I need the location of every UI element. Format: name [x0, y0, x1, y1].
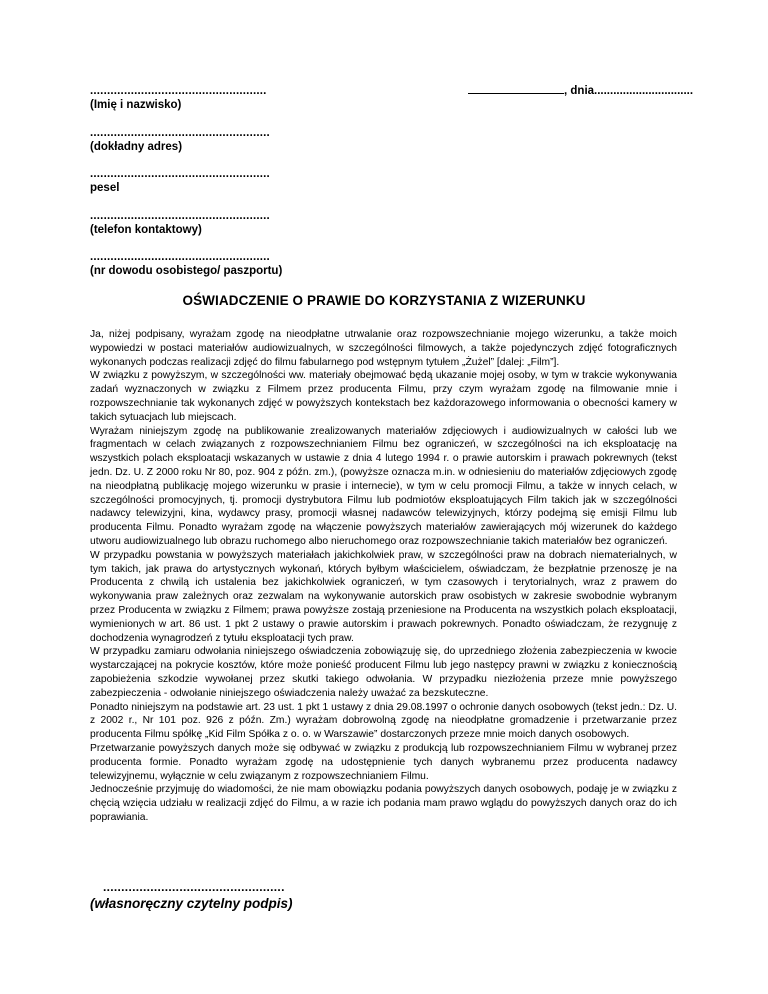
place-date-line	[468, 84, 694, 98]
signature-block	[90, 880, 350, 912]
paragraph: W przypadku zamiaru odwołania niniejszego oświadczenia zobowiązuję się, do uprzedniego złożenia zabezpieczenia w kwocie wystarczającej na pokrycie kosztów, które może ponieść producent Filmu lub jego następcy prawni w związku z koniecznością zapobieżenia szkodzie wywołanej przez skutki takiego odwołania. W przypadku niezłożenia przeze mnie powyższego zabezpieczenia - odwołanie niniejszego oświadczenia należy uważać za bezskuteczne.	[90, 646, 677, 699]
declaration-body	[90, 328, 677, 825]
phone-dots: .....................................................	[90, 209, 270, 222]
paragraph: Ponadto niniejszym na podstawie art. 23 ust. 1 pkt 1 ustawy z dnia 29.08.1997 o ochronie danych osobowych (tekst jedn.: Dz. U. z 2002 r., Nr 101 poz. 926 z późn. Zm.) wyrażam dobrowolną zgodę na nieodpłatne gromadzenie i przetwarzanie przez producenta Filmu spółkę „Kid Film Spółka z o. o. w Warszawie” dostarczonych przeze mnie moich danych osobowych.	[90, 701, 677, 741]
signature-label: (własnoręczny czytelny podpis)	[90, 896, 293, 911]
address-field	[90, 126, 410, 168]
paragraph: Jednocześnie przyjmuję do wiadomości, że nie mam obowiązku podania powyższych danych osobowych, podaję je w związku z chęcią wzięcia udziału w realizacji zdjęć do Filmu, a w razie ich podania mam prawo wglądu do powyższych danych oraz do ich poprawiania.	[90, 784, 677, 823]
paragraph: Wyrażam niniejszym zgodę na publikowanie zrealizowanych materiałów zdjęciowych i audiowizualnych w całości lub we fragmentach w celach związanych z rozpowszechnianiem Filmu bez ograniczeń, w szczególności na ich eksploatację na wszystkich polach eksploatacji wskazanych w ustawie z dnia 4 lutego 1994 r. o prawie autorskim i prawach pokrewnych (tekst jedn. Dz. U. Z 2000 roku Nr 80, poz. 904 z późn. zm.), (powyższe oznacza m.in. w odniesieniu do materiałów zdjęciowych zgodę na nieodpłatną publikację mojego wizerunku w prasie i internecie), w tym w celu promocji Filmu, a także w innych celach, w szczególności promocyjnych, tj. promocji dystrybutora Filmu lub podmiotów eksploatujących Film takich jak w szczególności nadawcy telewizyjni, kina, wydawcy prasy, promocji własnej nadawców telewizyjnych, którzy podejmą się emisji Filmu lub producenta Filmu. Ponadto wyrażam zgodę na włączenie powyższych materiałów zawierających mój wizerunek do każdego utworu audiowizualnego lub obrazu ruchomego albo nieruchomego oraz rozpowszechnianie takich materiałów bez ograniczeń.	[90, 425, 677, 547]
name-field	[90, 84, 410, 126]
personal-data-fields	[90, 84, 410, 292]
name-dots: ....................................................	[90, 85, 267, 97]
document-title: OŚWIADCZENIE O PRAWIE DO KORZYSTANIA Z WIZERUNKU	[182, 293, 586, 308]
address-dots: .....................................................	[90, 126, 270, 139]
place-blank	[468, 84, 564, 94]
signature-dots: ..................................................	[103, 880, 285, 894]
pesel-label: pesel	[90, 182, 120, 194]
paragraph: Przetwarzanie powyższych danych może się odbywać w związku z produkcją lub rozpowszechnianiem Filmu w wybranej przez producenta formie. Ponadto wyrażam zgodę na udostępnienie tych danych wybranemu przez producenta nadawcy telewizyjnemu, wyłącznie w celu związanym z rozpowszechnianiem Filmu.	[90, 742, 677, 782]
name-label: (Imię i nazwisko)	[90, 99, 182, 111]
paragraph: Ja, niżej podpisany, wyrażam zgodę na nieodpłatne utrwalanie oraz rozpowszechnianie mojego wizerunku, a także moich wypowiedzi w postaci materiałów audiowizualnych, w szczególności filmowych, a także pojedynczych zdjęć fotograficznych wykonanych podczas realizacji zdjęć do filmu fabularnego pod wstępnym tytułem „Żużel” [dalej: „Film”].	[90, 329, 677, 368]
pesel-dots: .....................................................	[90, 168, 270, 180]
paragraph: W przypadku powstania w powyższych materiałach jakichkolwiek praw, w szczególności praw na dobrach niematerialnych, w tym takich, jak prawa do artystycznych wykonań, których byłbym właścicielem, oświadczam, że bezpłatnie przenoszę je na Producenta z chwilą ich ustalenia bez jakichkolwiek ograniczeń, w tym czasowych i terytorialnych, wraz z prawem do wykonywania praw zależnych oraz zezwalam na wykonywanie autorskich praw osobistych w zakresie swobodnie wybranym przez Producenta w związku z Filmem; prawa powyższe zostają przeniesione na Producenta na wszystkich polach eksploatacji, wymienionych w art. 86 ust. 1 pkt 2 ustawy o prawie autorskim i prawach pokrewnych. Ponadto oświadczam, że rezygnuję z dochodzenia wynagrodzeń z tytułu eksploatacji tych praw.	[90, 549, 677, 644]
phone-label: (telefon kontaktowy)	[90, 223, 202, 236]
address-label: (dokładny adres)	[90, 140, 183, 153]
pesel-field	[90, 167, 410, 209]
paragraph: W związku z powyższym, w szczególności ww. materiały obejmować będą ukazanie mojej osoby, w tym w trakcie wykonywania zadań wyznaczonych w związku z Filmem przez producenta Filmu, przy czym wyrażam zgodę na filmowanie mnie i rozpowszechnianie tak wykonanych zdjęć w powyższych kontekstach bez każdorazowego informowania o obecności kamery w takich sytuacjach lub miejscach.	[90, 370, 677, 423]
id-document-dots: .....................................................	[90, 251, 270, 263]
date-suffix: , dnia...............................	[564, 85, 694, 97]
phone-field	[90, 209, 410, 251]
id-document-field	[90, 250, 410, 292]
id-document-label: (nr dowodu osobistego/ paszportu)	[90, 265, 283, 277]
